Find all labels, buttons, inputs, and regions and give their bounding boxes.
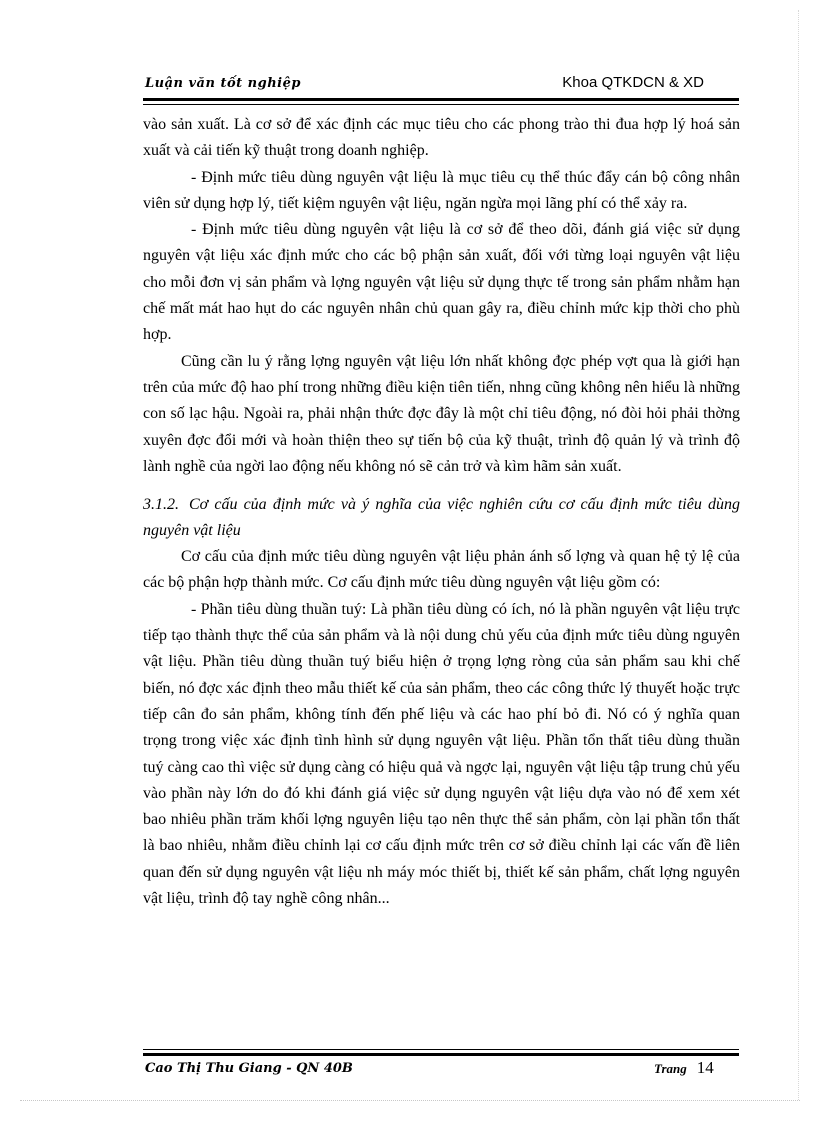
- page-edge-right: [798, 10, 799, 1100]
- paragraph: Cơ cấu của định mức tiêu dùng nguyên vật liệu phản ánh số lợng và quan hệ tỷ lệ của các bộ phận hợp thành mức. Cơ cấu định mức tiêu dùng nguyên vật liệu gồm có:: [143, 548, 740, 592]
- footer-rule-thick: [143, 1053, 739, 1056]
- section-title: Cơ cấu của định mức và ý nghĩa của việc nghiên cứu cơ cấu định mức tiêu dùng nguyên vật liệu: [143, 496, 740, 540]
- paragraph: Cũng cần lu ý rằng lợng nguyên vật liệu lớn nhất không đợc phép vợt qua là giới hạn trên của mức độ hao phí trong những điều kiện tiên tiến, nhng cũng không nên hiểu là những con số lạc hậu. Ngoài ra, phải nhận thức đợc đây là một chỉ tiêu động, nó đòi hỏi phải thờng xuyên đợc đổi mới và hoàn thiện theo sự tiến bộ của kỹ thuật, trình độ quản lý và trình độ lành nghề của ngời lao động nếu không nó sẽ cản trở và kìm hãm sản xuất.: [143, 352, 740, 475]
- header-rule-thin: [143, 104, 739, 105]
- section-number: 3.1.2.: [143, 496, 179, 514]
- paragraph: vào sản xuất. Là cơ sở để xác định các mục tiêu cho các phong trào thi đua hợp lý hoá sản xuất và cải tiến kỹ thuật trong doanh nghiệp.: [143, 116, 740, 160]
- section-heading: [143, 492, 740, 544]
- paragraph: - Định mức tiêu dùng nguyên vật liệu là mục tiêu cụ thể thúc đẩy cán bộ công nhân viên sử dụng hợp lý, tiết kiệm nguyên vật liệu, ngăn ngừa mọi lãng phí có thể xảy ra.: [143, 168, 740, 212]
- footer-author: Cao Thị Thu Giang - QN 40B: [145, 1061, 353, 1076]
- paragraph: - Định mức tiêu dùng nguyên vật liệu là cơ sở để theo dõi, đánh giá việc sử dụng nguyên vật liệu xác định mức cho các bộ phận sản xuất, đối với từng loại nguyên vật liệu cho mỗi đơn vị sản phẩm và lợng nguyên vật liệu sử dụng thực tế trong sản phẩm nhằm hạn chế mất mát hao hụt do các nguyên nhân chủ quan gây ra, điều chỉnh mức kịp thời cho phù hợp.: [143, 221, 740, 344]
- header-faculty: Khoa QTKDCN & XD: [562, 74, 704, 91]
- page-edge-bottom: [20, 1100, 800, 1101]
- paragraph: - Phần tiêu dùng thuần tuý: Là phần tiêu dùng có ích, nó là phần nguyên vật liệu trực tiếp tạo thành thực thể của sản phẩm và là nội dung chủ yếu của định mức tiêu dùng nguyên vật liệu. Phần tiêu dùng thuần tuý biểu hiện ở trọng lợng ròng của sản phẩm sau khi chế biến, nó đợc xác định theo mẫu thiết kế của sản phẩm, theo các công thức lý thuyết hoặc trực tiếp cân đo sản phẩm, không tính đến phế liệu và các hao phí bỏ đi. Nó có ý nghĩa quan trọng trong việc xác định tình hình sử dụng nguyên vật liệu. Phần tổn thất tiêu dùng thuần tuý càng cao thì việc sử dụng càng có hiệu quả và ngợc lại, nguyên vật liệu tập trung chủ yếu vào phần này lớn do đó khi đánh giá việc sử dụng nguyên vật liệu dựa vào nó để xem xét bao nhiêu phần trăm khối lợng nguyên liệu tạo nên thực thể sản phẩm, còn lại phần tổn thất là bao nhiêu, nhằm điều chỉnh lại cơ cấu định mức trên cơ sở điều chỉnh lại các vấn đề liên quan đến sử dụng nguyên vật liệu nh máy móc thiết bị, thiết kế sản phẩm, chất lợng nguyên vật liệu, trình độ tay nghề công nhân...: [143, 600, 740, 908]
- body-text: [143, 112, 740, 912]
- footer-rule-thin: [143, 1049, 739, 1050]
- footer-page-number: 14: [696, 1058, 714, 1077]
- header-rule-thick: [143, 98, 739, 101]
- header-thesis-title: Luận văn tốt nghiệp: [145, 76, 301, 91]
- footer-page: [654, 1058, 714, 1078]
- footer-page-label: Trang: [654, 1061, 687, 1076]
